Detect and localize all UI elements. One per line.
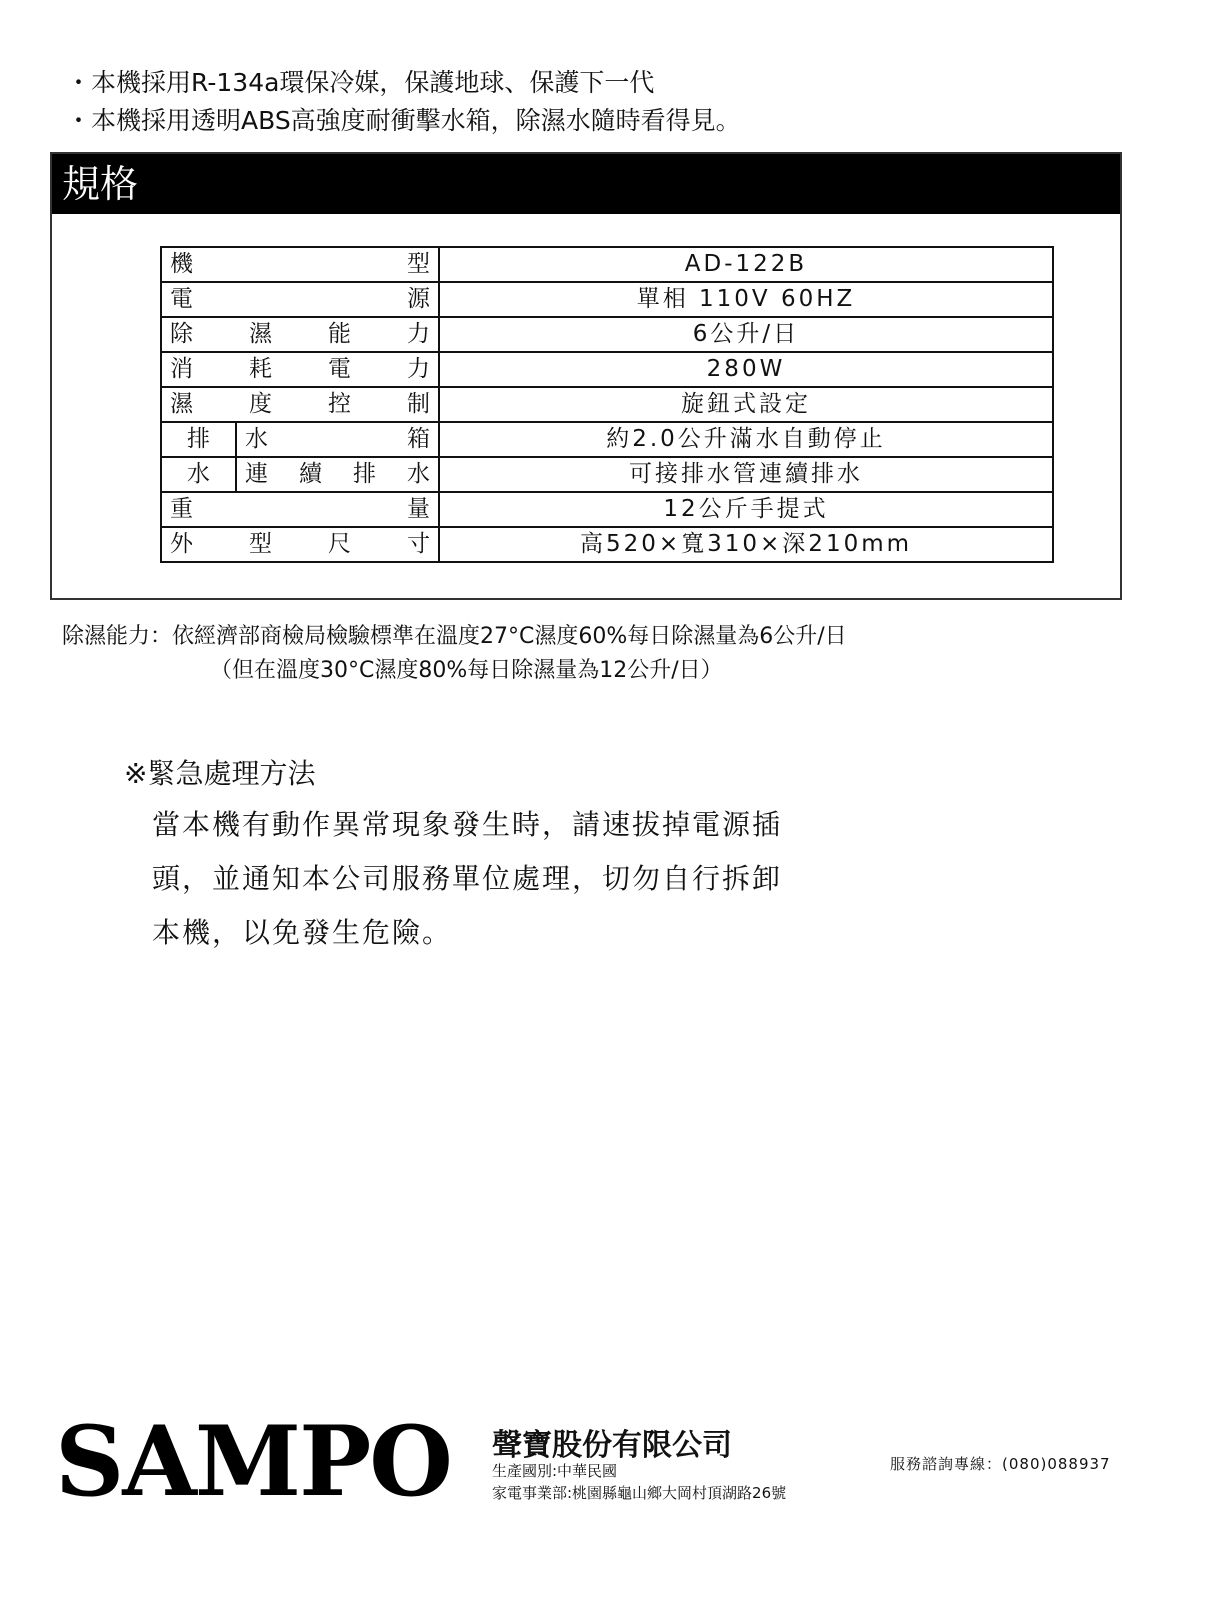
spec-label: 水 箱 [245,426,430,452]
company-name: 聲寶股份有限公司 [492,1428,732,1463]
spec-group-label: 水 [161,457,236,492]
feature-list [66,64,741,140]
spec-table [160,246,1054,563]
spec-label: 重 量 [170,496,430,522]
capacity-note-secondary: （但在溫度30°C濕度80%每日除濕量為12公升/日） [210,658,723,683]
feature-item: ・本機採用R-134a環保冷媒，保護地球、保護下一代 [66,68,655,97]
table-row [161,352,1053,387]
spec-label: 機 型 [170,251,430,277]
spec-section [50,152,1122,600]
table-row [161,247,1053,282]
emergency-line: 當本機有動作異常現象發生時，請速拔掉電源插 [152,808,783,841]
spec-label: 外 型 尺 寸 [170,531,430,557]
table-row [161,387,1053,422]
sampo-logo: SAMPO [55,1405,451,1518]
capacity-note: 除濕能力：依經濟部商檢局檢驗標準在溫度27°C濕度60%每日除濕量為6公升/日 [62,624,847,649]
emergency-body [152,798,782,960]
spec-value: 12公斤手提式 [439,492,1053,527]
spec-value: 可接排水管連續排水 [439,457,1053,492]
feature-item: ・本機採用透明ABS高強度耐衝擊水箱，除濕水隨時看得見。 [66,106,741,135]
table-row [161,527,1053,562]
spec-value: 6公升/日 [439,317,1053,352]
emergency-line: 頭，並通知本公司服務單位處理，切勿自行拆卸 [152,862,783,895]
spec-value: AD-122B [439,247,1053,282]
table-row [161,317,1053,352]
table-row [161,457,1053,492]
table-row [161,422,1053,457]
production-country: 生產國別:中華民國 [492,1462,618,1480]
spec-value: 旋鈕式設定 [439,387,1053,422]
emergency-title: ※緊急處理方法 [124,757,316,790]
spec-label: 連 續 排 水 [245,461,430,487]
spec-label: 電 源 [170,286,430,312]
spec-title: 規格 [52,154,1120,214]
spec-value: 高520×寬310×深210mm [439,527,1053,562]
division-address: 家電事業部:桃園縣龜山鄉大岡村頂湖路26號 [492,1484,787,1502]
spec-value: 單相 110V 60HZ [439,282,1053,317]
table-row [161,492,1053,527]
spec-value: 280W [439,352,1053,387]
spec-label: 消 耗 電 力 [170,356,430,382]
spec-label: 濕 度 控 制 [170,391,430,417]
spec-group-label: 排 [161,422,236,457]
table-row [161,282,1053,317]
service-hotline: 服務諮詢專線：(080)088937 [890,1455,1111,1473]
spec-label: 除 濕 能 力 [170,321,430,347]
spec-value: 約2.0公升滿水自動停止 [439,422,1053,457]
emergency-line: 本機，以免發生危險。 [152,916,453,949]
